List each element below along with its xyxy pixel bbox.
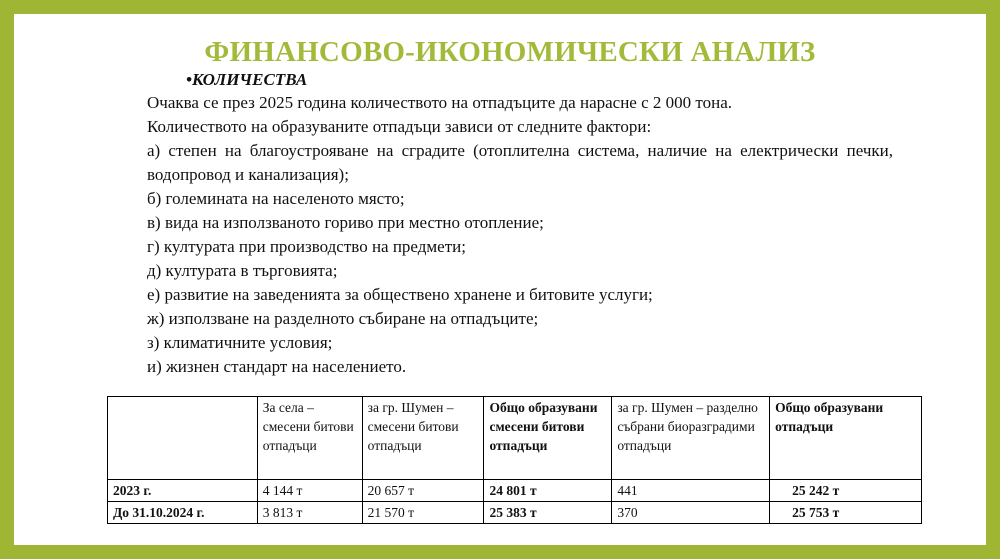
factor-item: д) културата в търговията;	[147, 261, 338, 280]
table-cell: 24 801 т	[484, 480, 612, 502]
factor-item: б) големината на населеното място;	[147, 189, 405, 208]
table-header-cell: за гр. Шумен – смесени битови отпадъци	[362, 397, 484, 480]
table-cell: До 31.10.2024 г.	[108, 502, 258, 524]
paragraph-forecast: Очаква се през 2025 година количеството на отпадъците да нарасне с 2 000 тона.	[147, 93, 732, 112]
table-header-row	[108, 397, 922, 480]
table-cell: 25 383 т	[484, 502, 612, 524]
waste-table	[107, 396, 922, 524]
factor-item: и) жизнен стандарт на населението.	[147, 357, 407, 376]
table-header-cell	[108, 397, 258, 480]
table-cell: 3 813 т	[257, 502, 362, 524]
factor-item: г) културата при производство на предмети;	[147, 237, 466, 256]
table-header-cell: За села – смесени битови отпадъци	[257, 397, 362, 480]
table-cell: 21 570 т	[362, 502, 484, 524]
table-cell: 441	[612, 480, 770, 502]
table-cell: 20 657 т	[362, 480, 484, 502]
table-cell: 2023 г.	[108, 480, 258, 502]
factor-item: в) вида на използваното гориво при местно отопление;	[147, 213, 544, 232]
section-subhead: •КОЛИЧЕСТВА	[186, 70, 308, 89]
table-header-cell: Общо образувани смесени битови отпадъци	[484, 397, 612, 480]
factor-item: е) развитие на заведенията за обществено хранене и битовите услуги;	[147, 285, 653, 304]
slide	[14, 14, 986, 545]
table-row	[108, 502, 922, 524]
table-cell: 25 753 т	[770, 502, 922, 524]
slide-title: ФИНАНСОВО-ИКОНОМИЧЕСКИ АНАЛИЗ	[204, 36, 816, 68]
table-row	[108, 480, 922, 502]
table-cell: 4 144 т	[257, 480, 362, 502]
table-cell: 25 242 т	[770, 480, 922, 502]
table-header-cell: за гр. Шумен – разделно събрани биоразградими отпадъци	[612, 397, 770, 480]
table-header-cell: Общо образувани отпадъци	[770, 397, 922, 480]
body-text	[147, 91, 893, 379]
table-cell: 370	[612, 502, 770, 524]
factor-item: з) климатичните условия;	[147, 333, 333, 352]
paragraph-factors-intro: Количеството на образуваните отпадъци зависи от следните фактори:	[147, 117, 652, 136]
factor-item: а) степен на благоустрояване на сградите (отоплителна система, наличие на електрически печки, водопровод и канализация);	[147, 141, 893, 184]
factor-item: ж) използване на разделното събиране на отпадъците;	[147, 309, 539, 328]
